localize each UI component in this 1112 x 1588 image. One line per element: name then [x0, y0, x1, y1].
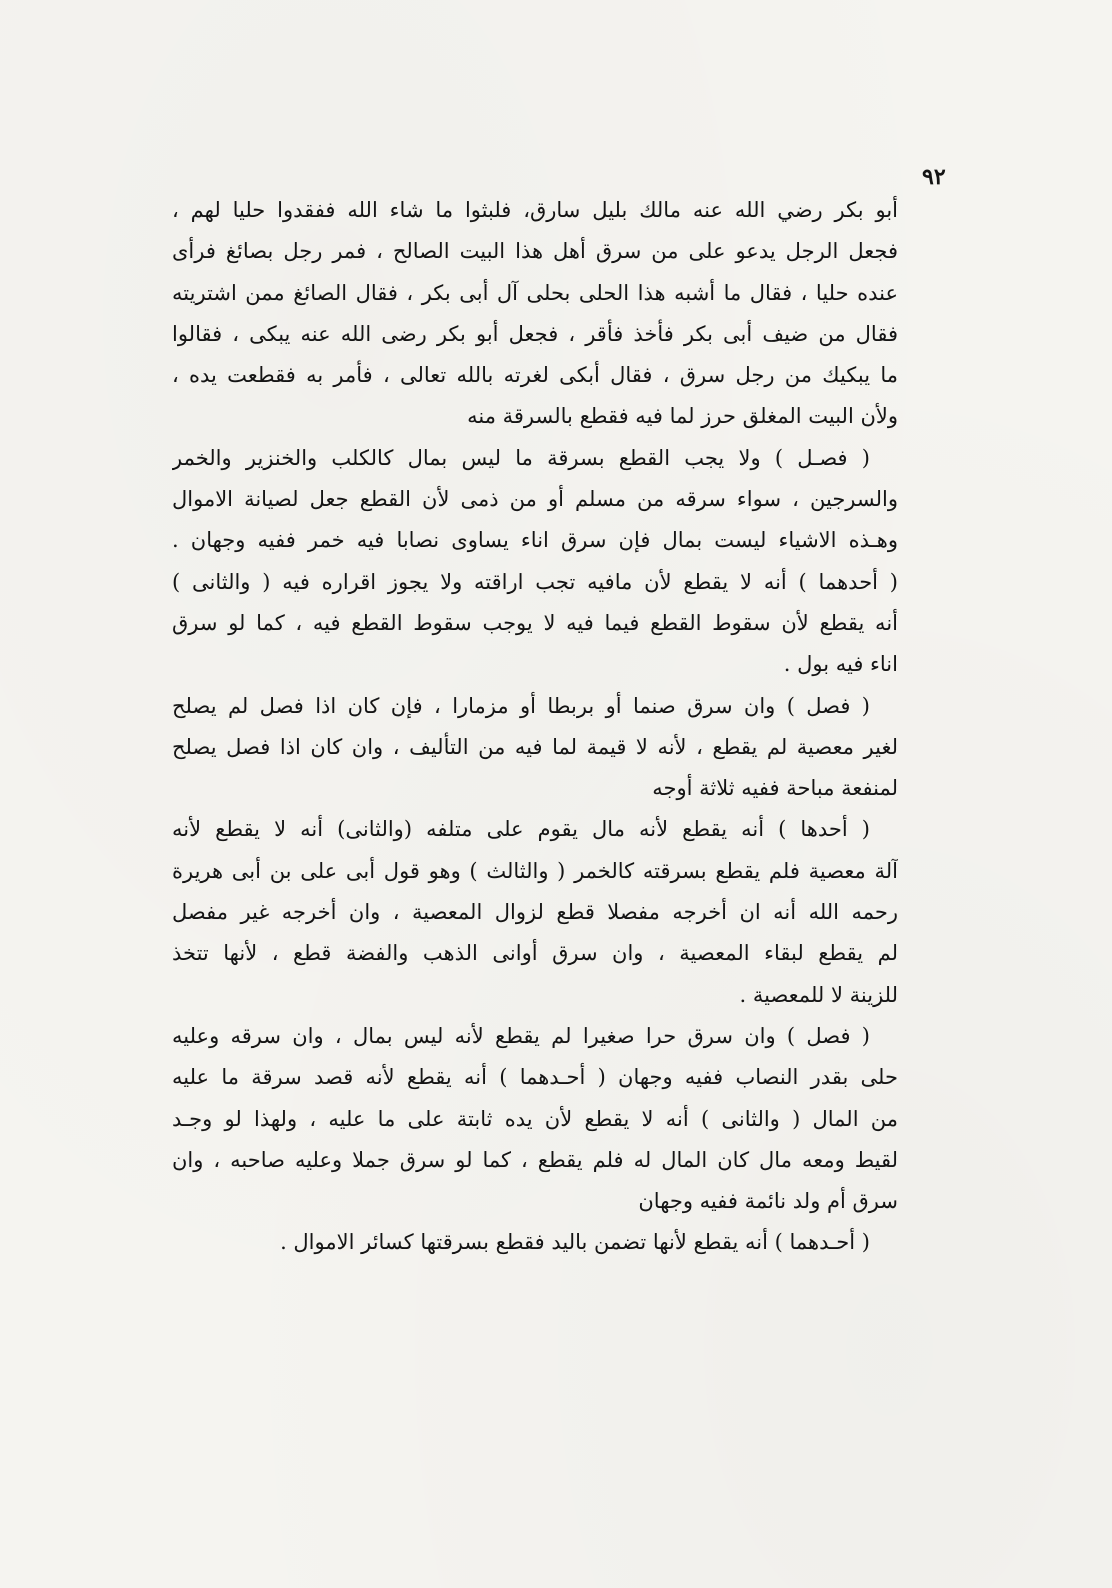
text-line: ( أحـدهما ) أنه يقطع لأنها تضمن باليد فقطع بسرقتها كسائر الاموال . [280, 1230, 870, 1255]
text-line: ( فصل ) وان سرق حرا صغيرا لم يقطع لأنه ليس بمال ، وان سرقه وعليه [172, 1023, 870, 1048]
body-text [172, 190, 898, 1264]
text-line: لغير معصية لم يقطع ، لأنه لا قيمة لما فيه من التأليف ، وان كان اذا فصل يصلح [172, 734, 898, 759]
text-line: لم يقطع لبقاء المعصية ، وان سرق أوانى الذهب والفضة قطع ، لأنها تتخذ [172, 941, 898, 966]
text-line: ( فصل ) وان سرق صنما أو بربطا أو مزمارا ، فإن كان اذا فصل لم يصلح [172, 693, 870, 718]
text-line: ( أحدهما ) أنه لا يقطع لأن مافيه تجب اراقته ولا يجوز اقراره فيه ( والثانى ) [172, 569, 898, 594]
text-line: ما يبكيك من رجل سرق ، فقال أبكى لغرته بالله تعالى ، فأمر به فقطعت يده ، [172, 363, 898, 388]
text-line: آلة معصية فلم يقطع بسرقته كالخمر ( والثالث ) وهو قول أبى على بن أبى هريرة [172, 858, 898, 883]
text-line: والسرجين ، سواء سرقه من مسلم أو من ذمى لأن القطع جعل لصيانة الاموال [172, 487, 898, 512]
text-line: وهـذه الاشياء ليست بمال فإن سرق اناء يساوى نصابا فيه خمر ففيه وجهان . [172, 528, 898, 553]
page-number: ٩٢ [922, 164, 946, 190]
text-line: سرق أم ولد نائمة ففيه وجهان [638, 1189, 898, 1214]
text-line: من المال ( والثانى ) أنه لا يقطع لأن يده ثابتة على ما عليه ، ولهذا لو وجـد [172, 1106, 898, 1131]
text-line: لمنفعة مباحة ففيه ثلاثة أوجه [652, 776, 898, 801]
text-line: عنده حليا ، فقال ما أشبه هذا الحلى بحلى آل أبى بكر ، فقال الصائغ ممن اشتريته [172, 280, 898, 305]
text-line: فقال من ضيف أبى بكر فأخذ فأقر ، فجعل أبو بكر رضى الله عنه يبكى ، فقالوا [172, 321, 898, 346]
text-line: للزينة لا للمعصية . [739, 982, 898, 1007]
text-line: فجعل الرجل يدعو على من سرق أهل هذا البيت الصالح ، فمر رجل بصائغ فرأى [172, 239, 898, 264]
text-line: حلى بقدر النصاب ففيه وجهان ( أحـدهما ) أنه يقطع لأنه قصد سرقة ما عليه [172, 1065, 898, 1090]
text-line: أنه يقطع لأن سقوط القطع فيما فيه لا يوجب سقوط القطع فيه ، كما لو سرق [172, 610, 898, 635]
text-line: لقيط ومعه مال كان المال له فلم يقطع ، كما لو سرق جملا وعليه صاحبه ، وان [172, 1147, 898, 1172]
text-line: أبو بكر رضي الله عنه مالك بليل سارق، فلبثوا ما شاء الله ففقدوا حليا لهم ، [172, 198, 898, 222]
text-line: اناء فيه بول . [783, 652, 898, 677]
text-line: ( أحدها ) أنه يقطع لأنه مال يقوم على متلفه (والثانى) أنه لا يقطع لأنه [172, 817, 870, 842]
text-line: ( فصـل ) ولا يجب القطع بسرقة ما ليس بمال كالكلب والخنزير والخمر [172, 445, 870, 470]
text-line: رحمه الله أنه ان أخرجه مفصلا قطع لزوال المعصية ، وان أخرجه غير مفصل [172, 900, 898, 925]
text-line: ولأن البيت المغلق حرز لما فيه فقطع بالسرقة منه [467, 404, 898, 429]
